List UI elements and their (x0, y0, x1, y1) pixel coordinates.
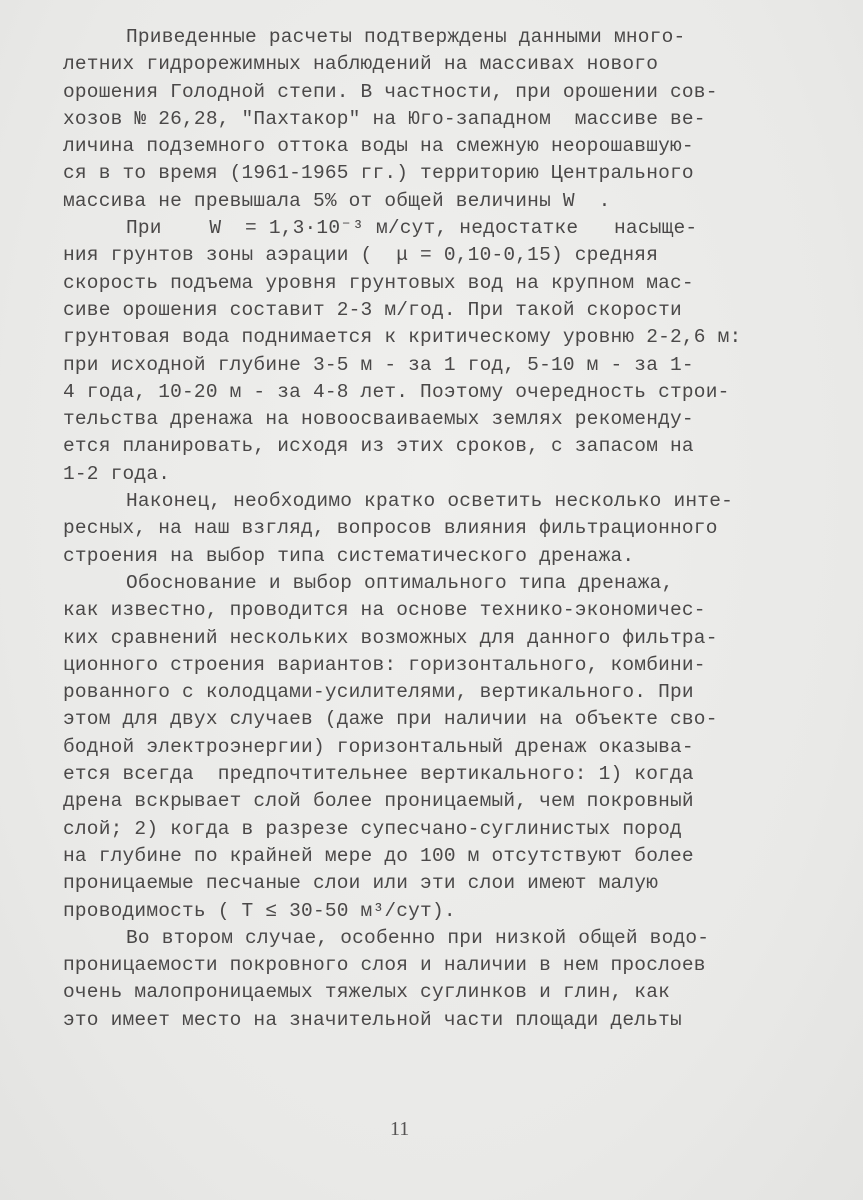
text-line: проводимость ( T ≤ 30-50 м³/сут). (63, 899, 456, 922)
paragraph-4 (63, 570, 823, 925)
text-line: летних гидрорежимных наблюдений на массивах нового (63, 53, 659, 76)
text-line: 1-2 года. (63, 462, 171, 485)
text-line: ния грунтов зоны аэрации ( μ = 0,10-0,15) средняя (63, 244, 659, 267)
text-line: проницаемые песчаные слои или эти слои имеют малую (63, 872, 659, 895)
paragraph-1 (63, 24, 823, 215)
paragraph-3 (63, 488, 823, 570)
text-line: Во втором случае, особенно при низкой общей водо- (126, 926, 710, 949)
text-line: рованного с колодцами-усилителями, вертикального. При (63, 681, 694, 704)
text-line: массива не превышала 5% от общей величины W . (63, 189, 611, 212)
text-line: это имеет место на значительной части площади дельты (63, 1008, 682, 1031)
text-line: проницаемости покровного слоя и наличии в нем прослоев (63, 954, 706, 977)
text-line: сиве орошения составит 2-3 м/год. При такой скорости (63, 298, 682, 321)
text-line: очень малопроницаемых тяжелых суглинков и глин, как (63, 981, 670, 1004)
text-line: ционного строения вариантов: горизонтального, комбини- (63, 653, 706, 676)
text-line: 4 года, 10-20 м - за 4-8 лет. Поэтому очередность строи- (63, 380, 730, 403)
page-number: 11 (390, 1118, 410, 1140)
text-line: хозов № 26,28, "Пахтакор" на Юго-западном массиве ве- (63, 107, 706, 130)
text-line: бодной электроэнергии) горизонтальный дренаж оказыва- (63, 735, 694, 758)
text-line: дрена вскрывает слой более проницаемый, чем покровный (63, 790, 694, 813)
paragraph-2 (63, 215, 823, 488)
text-line: тельства дренажа на новоосваиваемых землях рекоменду- (63, 408, 694, 431)
text-line: слой; 2) когда в разрезе супесчано-суглинистых пород (63, 817, 682, 840)
text-line: на глубине по крайней мере до 100 м отсутствуют более (63, 844, 694, 867)
text-line: скорость подъема уровня грунтовых вод на крупном мас- (63, 271, 694, 294)
text-line: При W = 1,3·10⁻³ м/сут, недостатке насыще- (126, 217, 698, 240)
text-line: при исходной глубине 3-5 м - за 1 год, 5-10 м - за 1- (63, 353, 694, 376)
text-line: грунтовая вода поднимается к критическому уровню 2-2,6 м: (63, 326, 742, 349)
text-line: Наконец, необходимо кратко осветить несколько инте- (126, 490, 733, 513)
body-text (63, 24, 823, 1034)
text-line: ся в то время (1961-1965 гг.) территорию Центрального (63, 162, 694, 185)
text-line: ресных, на наш взгляд, вопросов влияния фильтрационного (63, 517, 718, 540)
text-line: Обоснование и выбор оптимального типа дренажа, (126, 571, 674, 594)
text-line: Приведенные расчеты подтверждены данными много- (126, 26, 686, 48)
text-line: этом для двух случаев (даже при наличии на объекте сво- (63, 708, 718, 731)
paragraph-5 (63, 925, 823, 1034)
text-line: ется всегда предпочтительнее вертикального: 1) когда (63, 763, 694, 786)
text-line: личина подземного оттока воды на смежную неорошавшую- (63, 135, 694, 158)
text-line: строения на выбор типа систематического дренажа. (63, 544, 635, 567)
text-line: ких сравнений нескольких возможных для данного фильтра- (63, 626, 718, 649)
text-line: орошения Голодной степи. В частности, при орошении сов- (63, 80, 718, 103)
text-line: как известно, проводится на основе технико-экономичес- (63, 599, 706, 622)
text-line: ется планировать, исходя из этих сроков, с запасом на (63, 435, 694, 458)
